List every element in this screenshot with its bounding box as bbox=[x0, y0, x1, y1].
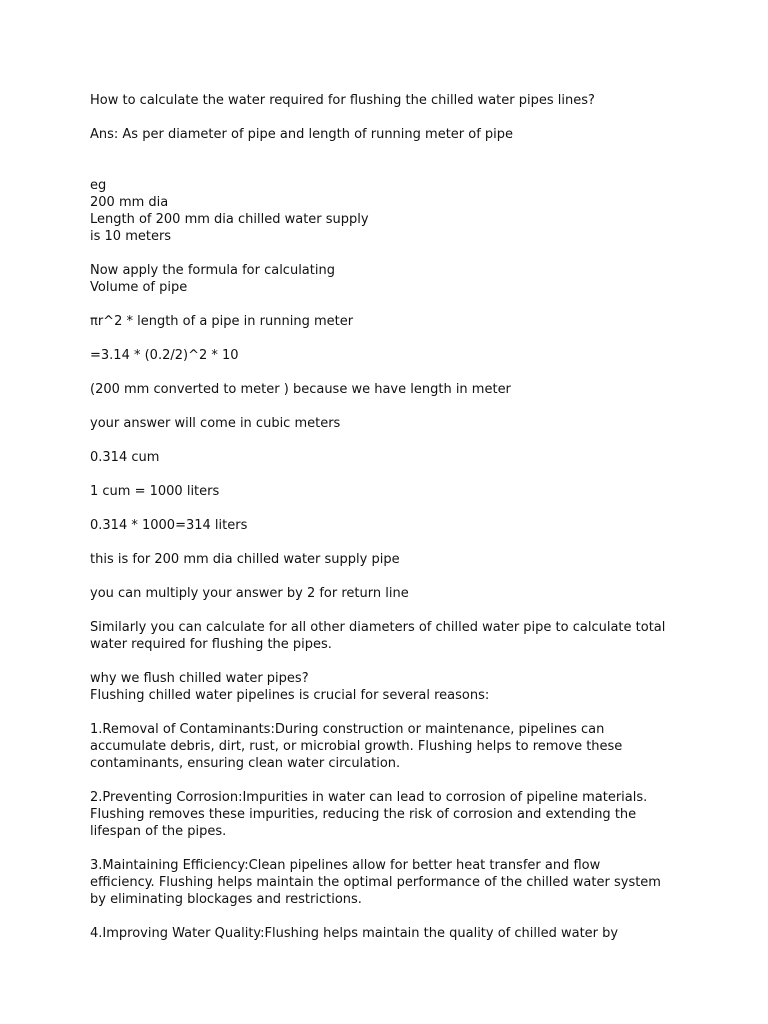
reason-3-line: by eliminating blockages and restrictions. bbox=[90, 892, 362, 907]
question-text: How to calculate the water required for flushing the chilled water pipes lines? bbox=[90, 93, 595, 108]
reason-3-line: efficiency. Flushing helps maintain the optimal performance of the chilled water system bbox=[90, 875, 661, 890]
formula-text: πr^2 * length of a pipe in running meter bbox=[90, 314, 354, 329]
similarly-line: Similarly you can calculate for all other diameters of chilled water pipe to calculate total bbox=[90, 620, 666, 635]
document-page bbox=[90, 92, 690, 942]
example-line: eg bbox=[90, 178, 107, 193]
spacer bbox=[90, 160, 690, 177]
reason-1-line: accumulate debris, dirt, rust, or microbial growth. Flushing helps to remove these bbox=[90, 739, 623, 754]
spacer bbox=[90, 245, 690, 262]
why-heading: why we flush chilled water pipes? bbox=[90, 671, 309, 686]
spacer bbox=[90, 330, 690, 347]
similarly-line: water required for flushing the pipes. bbox=[90, 637, 332, 652]
spacer bbox=[90, 602, 690, 619]
spacer bbox=[90, 109, 690, 126]
supply-note: this is for 200 mm dia chilled water supply pipe bbox=[90, 552, 400, 567]
cum-to-liters: 1 cum = 1000 liters bbox=[90, 484, 220, 499]
spacer bbox=[90, 398, 690, 415]
spacer bbox=[90, 296, 690, 313]
reason-2-line: 2.Preventing Corrosion:Impurities in water can lead to corrosion of pipeline materials. bbox=[90, 790, 648, 805]
example-line: is 10 meters bbox=[90, 229, 172, 244]
spacer bbox=[90, 500, 690, 517]
reason-4-line: 4.Improving Water Quality:Flushing helps maintain the quality of chilled water by bbox=[90, 926, 619, 941]
reason-3-line: 3.Maintaining Efficiency:Clean pipelines allow for better heat transfer and flow bbox=[90, 858, 601, 873]
spacer bbox=[90, 653, 690, 670]
result-liters: 0.314 * 1000=314 liters bbox=[90, 518, 248, 533]
reason-2-line: Flushing removes these impurities, reducing the risk of corrosion and extending the bbox=[90, 807, 637, 822]
example-line: Length of 200 mm dia chilled water supply bbox=[90, 212, 369, 227]
answer-text: Ans: As per diameter of pipe and length of running meter of pipe bbox=[90, 127, 514, 142]
spacer bbox=[90, 704, 690, 721]
spacer bbox=[90, 772, 690, 789]
spacer bbox=[90, 908, 690, 925]
formula-intro-line: Volume of pipe bbox=[90, 280, 188, 295]
spacer bbox=[90, 143, 690, 160]
calculation-text: =3.14 * (0.2/2)^2 * 10 bbox=[90, 348, 239, 363]
spacer bbox=[90, 568, 690, 585]
spacer bbox=[90, 840, 690, 857]
spacer bbox=[90, 432, 690, 449]
conversion-note: (200 mm converted to meter ) because we have length in meter bbox=[90, 382, 511, 397]
result-cum: 0.314 cum bbox=[90, 450, 160, 465]
reason-2-line: lifespan of the pipes. bbox=[90, 824, 227, 839]
reason-1-line: contaminants, ensuring clean water circulation. bbox=[90, 756, 401, 771]
reason-1-line: 1.Removal of Contaminants:During construction or maintenance, pipelines can bbox=[90, 722, 605, 737]
example-line: 200 mm dia bbox=[90, 195, 169, 210]
return-note: you can multiply your answer by 2 for return line bbox=[90, 586, 409, 601]
units-note: your answer will come in cubic meters bbox=[90, 416, 341, 431]
spacer bbox=[90, 466, 690, 483]
spacer bbox=[90, 364, 690, 381]
why-intro: Flushing chilled water pipelines is crucial for several reasons: bbox=[90, 688, 490, 703]
formula-intro-line: Now apply the formula for calculating bbox=[90, 263, 335, 278]
spacer bbox=[90, 534, 690, 551]
